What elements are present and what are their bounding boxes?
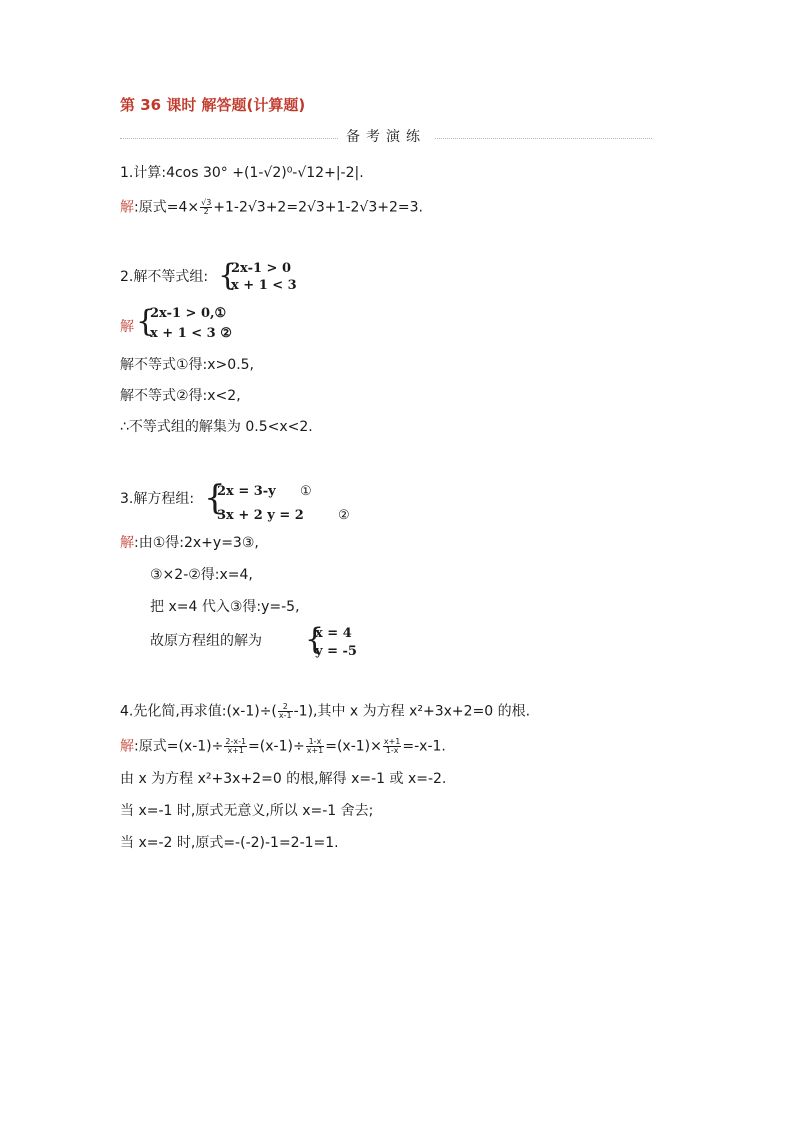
q2-answer-row2: x + 1 < 3 ② (150, 326, 232, 341)
q4-answer-a: :原式=(x-1)÷ (134, 738, 224, 755)
q1-frac-den: 2 (203, 207, 209, 216)
q4-line1: 由 x 为方程 x²+3x+2=0 的根,解得 x=-1 或 x=-2. (120, 771, 447, 787)
q3-answer-label: 解 (120, 535, 134, 551)
q4-answer (120, 738, 446, 755)
q3-line4: 故原方程组的解为 (150, 633, 262, 649)
q1-answer-post: +1-2√3+2=2√3+1-2√3+2=3. (213, 199, 423, 216)
q4-f1-num: 2-x-1 (225, 737, 247, 746)
q2-brace: { (218, 258, 238, 293)
q1-answer (120, 199, 423, 216)
lesson-title: 第 36 课时 解答题(计算题) (120, 96, 306, 114)
q4-fraction-2 (306, 738, 325, 755)
q3-line1-text: :由①得:2x+y=3③, (134, 535, 259, 551)
q3-solution-brace: { (305, 622, 325, 657)
q4-problem (120, 703, 530, 720)
q3-line2: ③×2-②得:x=4, (150, 567, 253, 583)
q4-problem-frac-num: 2 (278, 703, 293, 712)
q4-answer-b: =(x-1)÷ (248, 738, 305, 755)
q3-line3: 把 x=4 代入③得:y=-5, (150, 599, 300, 615)
q4-answer-label: 解 (120, 738, 134, 755)
q4-line2: 当 x=-1 时,原式无意义,所以 x=-1 舍去; (120, 803, 374, 819)
section-heading: 备考演练 (338, 130, 434, 144)
q4-fraction-3 (383, 738, 402, 755)
q4-problem-pre: 4.先化简,再求值:(x-1)÷( (120, 703, 277, 720)
q1-problem: 1.计算:4cos 30° +(1-√2)⁰-√12+|-2|. (120, 165, 364, 181)
q4-f3-num: x+1 (383, 737, 401, 746)
q2-line2: 解不等式②得:x<2, (120, 388, 241, 404)
q4-answer-c: =(x-1)× (325, 738, 382, 755)
q4-f3-den: 1-x (385, 746, 399, 755)
q4-f2-den: x+1 (306, 746, 324, 755)
q2-system-row2: x + 1 < 3 (231, 278, 297, 293)
q2-line1: 解不等式①得:x>0.5, (120, 357, 254, 373)
q3-system-row2: 3x + 2 y = 2 (217, 508, 304, 523)
q3-solution-system (305, 622, 375, 662)
q3-solution-row1: x = 4 (315, 626, 352, 641)
q2-answer-system (120, 302, 320, 342)
q2-system-row1: 2x-1 > 0 (231, 261, 291, 276)
q3-mark1: ① (300, 484, 312, 499)
q4-problem-post: -1),其中 x 为方程 x²+3x+2=0 的根. (293, 703, 531, 720)
q3-solution-row2: y = -5 (315, 644, 357, 659)
q4-answer-d: =-x-1. (402, 738, 446, 755)
q4-line3: 当 x=-2 时,原式=-(-2)-1=2-1=1. (120, 835, 339, 851)
q1-frac-num: √3 (201, 198, 212, 207)
q3-problem: 3.解方程组: (120, 491, 195, 507)
q4-f1-den: x+1 (227, 746, 244, 755)
q4-fraction-1 (224, 738, 247, 755)
q4-problem-fraction (278, 703, 293, 720)
q3-answer-line1 (120, 536, 259, 550)
q1-answer-pre: :原式=4× (134, 199, 200, 216)
q3-system (204, 478, 364, 524)
q2-answer-row1: 2x-1 > 0,① (150, 306, 227, 321)
q2-answer-brace: { (136, 304, 156, 339)
q2-system (218, 258, 338, 294)
q3-mark2: ② (338, 508, 350, 523)
q2-answer-label: 解 (120, 319, 134, 335)
q2-line3: ∴不等式组的解集为 0.5<x<2. (120, 419, 313, 435)
q3-brace: { (204, 478, 226, 518)
q1-answer-label: 解 (120, 199, 134, 216)
q2-problem: 2.解不等式组: (120, 269, 209, 285)
q4-f2-num: 1-x (306, 738, 325, 747)
q4-problem-frac-den: x-1 (278, 711, 292, 720)
q3-system-row1: 2x = 3-y (217, 484, 276, 499)
q1-fraction (200, 199, 212, 216)
